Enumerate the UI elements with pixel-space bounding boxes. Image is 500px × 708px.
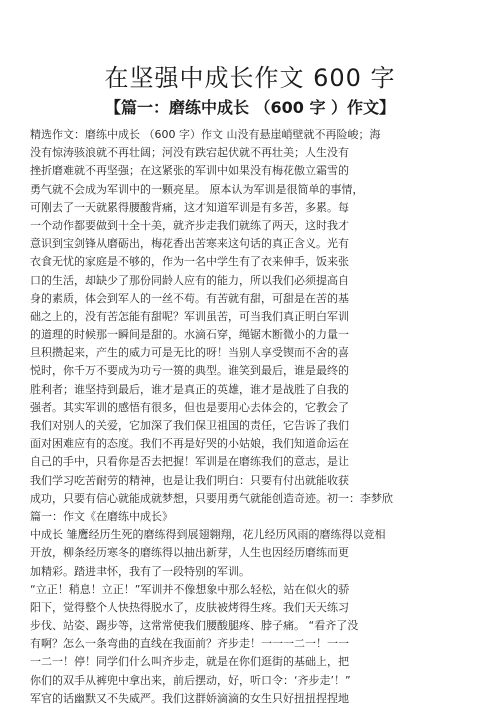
text-line: 一个动作都要做到十全十美，就齐步走我们就练了两天，这时我才: [30, 218, 349, 232]
text-line: 成功，只要有信心就能成就梦想，只要用勇气就能创造奇迹。初一：李梦欣: [30, 491, 393, 505]
text-line: 我们学习吃苦耐劳的精神，也是让我们明白：只要有付出就能收获: [30, 473, 349, 487]
body-text: [30, 126, 480, 708]
text-line: 础之上的，没有苦怎能有甜呢？军训虽苦，可当我们真正明白军训: [30, 309, 349, 323]
text-line: 我们对别人的关爱，它加深了我们保卫祖国的责任，它告诉了我们: [30, 419, 349, 432]
text-line: 步伐、站姿、踢步等，这常常使我们腰酸腿疼、脖子痛。 “看齐了没: [30, 619, 359, 633]
text-line: 面对困难应有的态度。我们不再是好哭的小姑娘，我们知道命运在: [30, 437, 349, 451]
text-line: 篇一：作文《在磨练中成长》: [30, 509, 173, 523]
text-line: 挫折磨难就不再坚强；在这紧张的军训中如果没有梅花傲立霜雪的: [30, 164, 349, 178]
text-line: “立正！稍息！立正！”军训并不像想象中那么轻松，站在似火的骄: [30, 582, 350, 596]
text-line: 勇气就不会成为军训中的一颗亮星。 原本认为军训是很简单的事情，: [30, 182, 364, 196]
text-line: 有啊？怎么一条弯曲的直线在我面前？齐步走！一一一二一！一一: [30, 637, 349, 651]
text-line: 精选作文：磨练中成长 （600 字）作文 山没有悬崖峭壁就不再险峻；海: [30, 128, 381, 141]
text-line: 自己的手中，只看你是否去把握！军训是在磨练我们的意志，是让: [30, 455, 349, 469]
text-line: 悦时，你千万不要成为功亏一篑的典型。谁笑到最后，谁是最终的: [30, 364, 349, 378]
text-line: 可刚去了一天就累得腰酸背痛，这才知道军训是有多苦，多累。每: [30, 200, 349, 214]
text-line: 开放，柳条经历寒冬的磨练得以抽出新芽，人生也因经历磨练而更: [30, 546, 349, 560]
text-line: 旦积攒起来，产生的威力可是无比的呀！当别人享受锲而不舍的喜: [30, 346, 349, 360]
text-line: 衣食无忧的家庭是不够的，作为一名中学生有了衣来伸手，饭来张: [30, 255, 349, 269]
text-line: 军官的话幽默又不失威严。我们这群娇滴滴的女生只好扭扭捏捏地: [30, 691, 349, 705]
text-line: 你们的双手从裤兜中拿出来，前后摆动，好，听口令：‘齐步走’！”: [30, 673, 351, 687]
text-line: 加精彩。踏进聿怀，我有了一段特别的军训。: [30, 564, 250, 578]
text-line: 胜利者；谁坚持到最后，谁才是真正的英雄，谁才是战胜了自我的: [30, 382, 349, 396]
text-line: 阳下，觉得整个人快热得脱水了，皮肤被烤得生疼。我们天天练习: [30, 600, 349, 614]
text-line: 没有惊涛骇浪就不再壮阔；河没有跌宕起伏就不再壮美；人生没有: [30, 146, 349, 160]
section-heading: 【篇一：磨练中成长 （600 字 ）作文】: [104, 98, 396, 117]
text-line: 一二一！停！同学们什么叫齐步走，就是在你们逛街的基础上，把: [30, 655, 349, 669]
text-line: 口的生活，却缺少了那份同龄人应有的能力，所以我们必须提高自: [30, 273, 349, 287]
page-title: 在坚强中成长作文 600 字: [104, 64, 396, 92]
text-line: 的道理的时候那一瞬间是甜的。水滴石穿，绳锯木断微小的力量一: [30, 328, 349, 342]
text-line: 中成长 雏鹰经历生死的磨练得到展翅翱翔，花儿经历风雨的磨练得以竞相: [30, 528, 386, 542]
text-line: 意识到宝剑锋从磨砺出，梅花香出苦寒来这句话的真正含义。光有: [30, 237, 349, 251]
text-line: 强者。其实军训的感悟有很多，但也是要用心去体会的，它教会了: [30, 400, 349, 414]
text-line: 身的素质，体会到军人的一丝不苟。有苦就有甜，可甜是在苦的基: [30, 291, 349, 305]
